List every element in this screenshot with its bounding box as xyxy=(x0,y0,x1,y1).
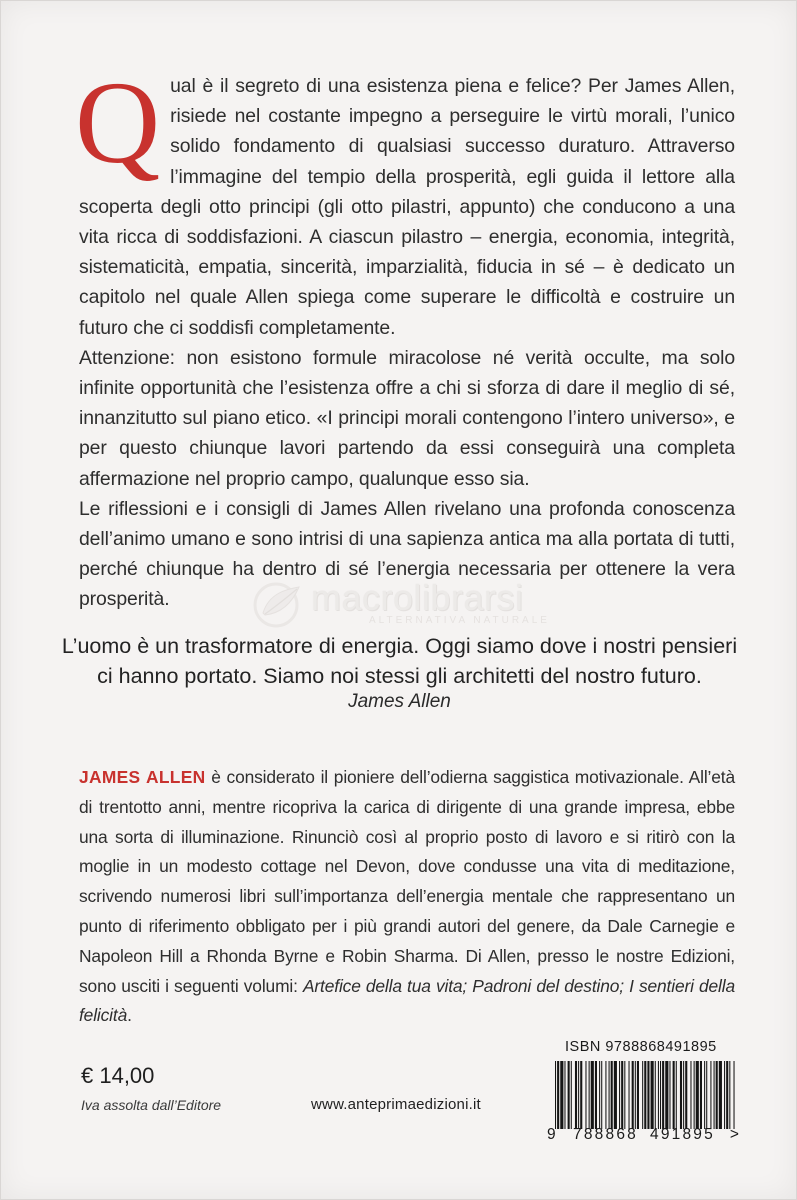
description-paragraph-3: Le riflessioni e i consigli di James Allen rivelano una profonda conoscenza dell’animo umano e sono intrisi di una sapienza antica ma alla portata di tutti, perché chiunque ha dentro di sé l’energia necessaria per ottenere la vera prosperità. xyxy=(79,497,735,611)
bio-end: . xyxy=(127,1005,132,1026)
dropcap-letter: Q xyxy=(75,57,161,188)
barcode-arrow: > xyxy=(729,1126,739,1143)
bio-book-titles: Artefice della tua vita; Padroni del destino; I sentieri della felicità xyxy=(79,975,735,1026)
price: € 14,00 xyxy=(81,1063,155,1088)
barcode-digit-first: 9 xyxy=(547,1126,556,1143)
author-quote xyxy=(61,631,738,691)
author-name: JAMES ALLEN xyxy=(79,767,206,787)
quote-line-2: ci hanno portato. Siamo noi stessi gli architetti del nostro futuro. xyxy=(97,664,702,688)
description-paragraph-1 xyxy=(75,57,735,343)
quote-author: James Allen xyxy=(348,691,451,712)
publisher-website: www.anteprimaedizioni.it xyxy=(311,1096,481,1113)
barcode-digit-group-1: 788868 xyxy=(573,1126,638,1143)
barcode-digit-group-2: 491895 xyxy=(650,1126,715,1143)
isbn-label: ISBN 9788868491895 xyxy=(565,1039,717,1055)
description-paragraph-1-text: ual è il segreto di una esistenza piena e felice? Per James Allen, risiede nel costante impegno a perseguire le virtù morali, l’unico solido fondamento di qualsiasi successo duraturo. Attraverso l’immagine del tempio della prosperità, egli guida il lettore alla scoperta degli otto principi (gli otto pilastri, appunto) che conducono a una vita ricca di soddisfazioni. A ciascun pilastro – energia, economia, integrità, sistematicità, empatia, sincerità, imparzialità, fiducia in sé – è dedicato un capitolo nel quale Allen spiega come superare le difficoltà e costruire un futuro che ci soddisfi completamente. xyxy=(79,75,735,339)
description-paragraph-2: Attenzione: non esistono formule miracolose né verità occulte, ma solo infinite opportunità che l’esistenza offre a chi si sforza di dare il meglio di sé, innanzitutto sul piano etico. «I principi morali contengono l’intero universo», e per questo chiunque lavori partendo da essi conseguirà una completa affermazione nel proprio campo, qualunque esso sia. xyxy=(79,346,735,490)
author-bio xyxy=(79,763,735,1031)
book-description xyxy=(75,57,735,615)
watermark-name: macrolibrarsi xyxy=(311,577,524,618)
quote-line-1: L’uomo è un trasformatore di energia. Oggi siamo dove i nostri pensieri xyxy=(61,634,738,658)
barcode-digits xyxy=(547,1126,739,1144)
vat-note: Iva assolta dall’Editore xyxy=(81,1097,222,1113)
barcode xyxy=(553,1061,737,1129)
watermark-tagline: ALTERNATIVA NATURALE xyxy=(369,615,550,626)
bio-text: è considerato il pioniere dell’odierna saggistica motivazionale. All’età di trentotto anni, mentre ricopriva la carica di dirigente di una grande impresa, ebbe una sorta di illuminazione. Rinunciò così al proprio posto di lavoro e si ritirò con la moglie in un modesto cottage nel Devon, dove condusse una vita di meditazione, scrivendo numerosi libri sull’importanza dell’energia mentale che rappresentano un punto di riferimento obbligato per i più grandi autori del genere, da Dale Carnegie e Napoleon Hill a Rhonda Byrne e Robin Sharma. Di Allen, presso le nostre Edizioni, sono usciti i seguenti volumi: xyxy=(79,767,735,996)
